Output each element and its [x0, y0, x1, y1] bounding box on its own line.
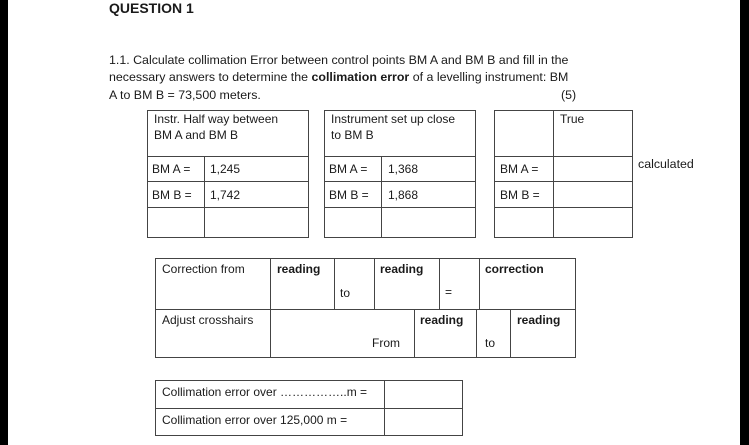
- adjust-from-label: From: [372, 336, 400, 350]
- divider: [510, 309, 511, 358]
- question-text-end: of a levelling instrument: BM: [409, 70, 569, 84]
- close-bm-b-label: BM B =: [329, 188, 369, 202]
- question-text: necessary answers to determine the: [109, 70, 312, 84]
- divider: [270, 258, 271, 358]
- close-bm-a-label: BM A =: [329, 162, 368, 176]
- question-emphasis: collimation error: [311, 70, 410, 84]
- divider: [155, 309, 576, 310]
- halfway-bm-b-value: 1,742: [210, 188, 241, 202]
- correction-reading-2: reading: [380, 262, 424, 276]
- correction-label: correction: [485, 262, 544, 276]
- divider: [381, 156, 382, 238]
- divider: [384, 380, 385, 436]
- divider: [324, 156, 476, 157]
- divider: [494, 207, 633, 208]
- divider: [374, 258, 375, 309]
- close-header-1: Instrument set up close: [331, 112, 456, 126]
- divider: [147, 207, 309, 208]
- divider: [147, 181, 309, 182]
- correction-equals: =: [445, 285, 453, 299]
- halfway-bm-b-label: BM B =: [152, 188, 192, 202]
- true-bm-a-label: BM A =: [500, 162, 539, 176]
- adjust-crosshairs-label: Adjust crosshairs: [162, 313, 254, 327]
- close-header-2: to BM B: [331, 128, 374, 142]
- divider: [324, 207, 476, 208]
- true-header: True: [560, 112, 585, 126]
- divider: [155, 408, 463, 409]
- divider: [494, 181, 633, 182]
- divider: [494, 156, 633, 157]
- divider: [334, 258, 335, 309]
- collimation-row-1-label: Collimation error over ……………..m =: [162, 385, 368, 399]
- marks-label: (5): [561, 88, 577, 102]
- halfway-header-1: Instr. Half way between: [154, 112, 279, 126]
- close-bm-b-value: 1,868: [388, 188, 419, 202]
- adjust-to-label: to: [485, 336, 496, 350]
- collimation-row-2-label: Collimation error over 125,000 m =: [162, 413, 348, 427]
- divider: [479, 258, 480, 309]
- divider: [414, 309, 415, 358]
- divider: [204, 156, 205, 238]
- halfway-bm-a-value: 1,245: [210, 162, 241, 176]
- correction-reading-1: reading: [277, 262, 321, 276]
- correction-from-label: Correction from: [162, 262, 245, 276]
- halfway-header-2: BM A and BM B: [154, 128, 239, 142]
- divider: [476, 309, 477, 358]
- correction-to-1: to: [340, 286, 351, 300]
- adjust-reading-3: reading: [420, 313, 464, 327]
- close-bm-a-value: 1,368: [388, 162, 419, 176]
- adjust-reading-4: reading: [517, 313, 561, 327]
- halfway-bm-a-label: BM A =: [152, 162, 191, 176]
- question-line-2: [109, 70, 568, 84]
- divider: [439, 258, 440, 309]
- question-line-3: A to BM B = 73,500 meters.: [109, 88, 261, 102]
- question-line-1: 1.1. Calculate collimation Error between control points BM A and BM B and fill in the: [109, 53, 569, 67]
- calculated-label: calculated: [638, 157, 694, 171]
- true-bm-b-label: BM B =: [500, 188, 540, 202]
- divider: [553, 110, 554, 238]
- divider: [147, 156, 309, 157]
- question-heading: QUESTION 1: [109, 0, 194, 16]
- divider: [324, 181, 476, 182]
